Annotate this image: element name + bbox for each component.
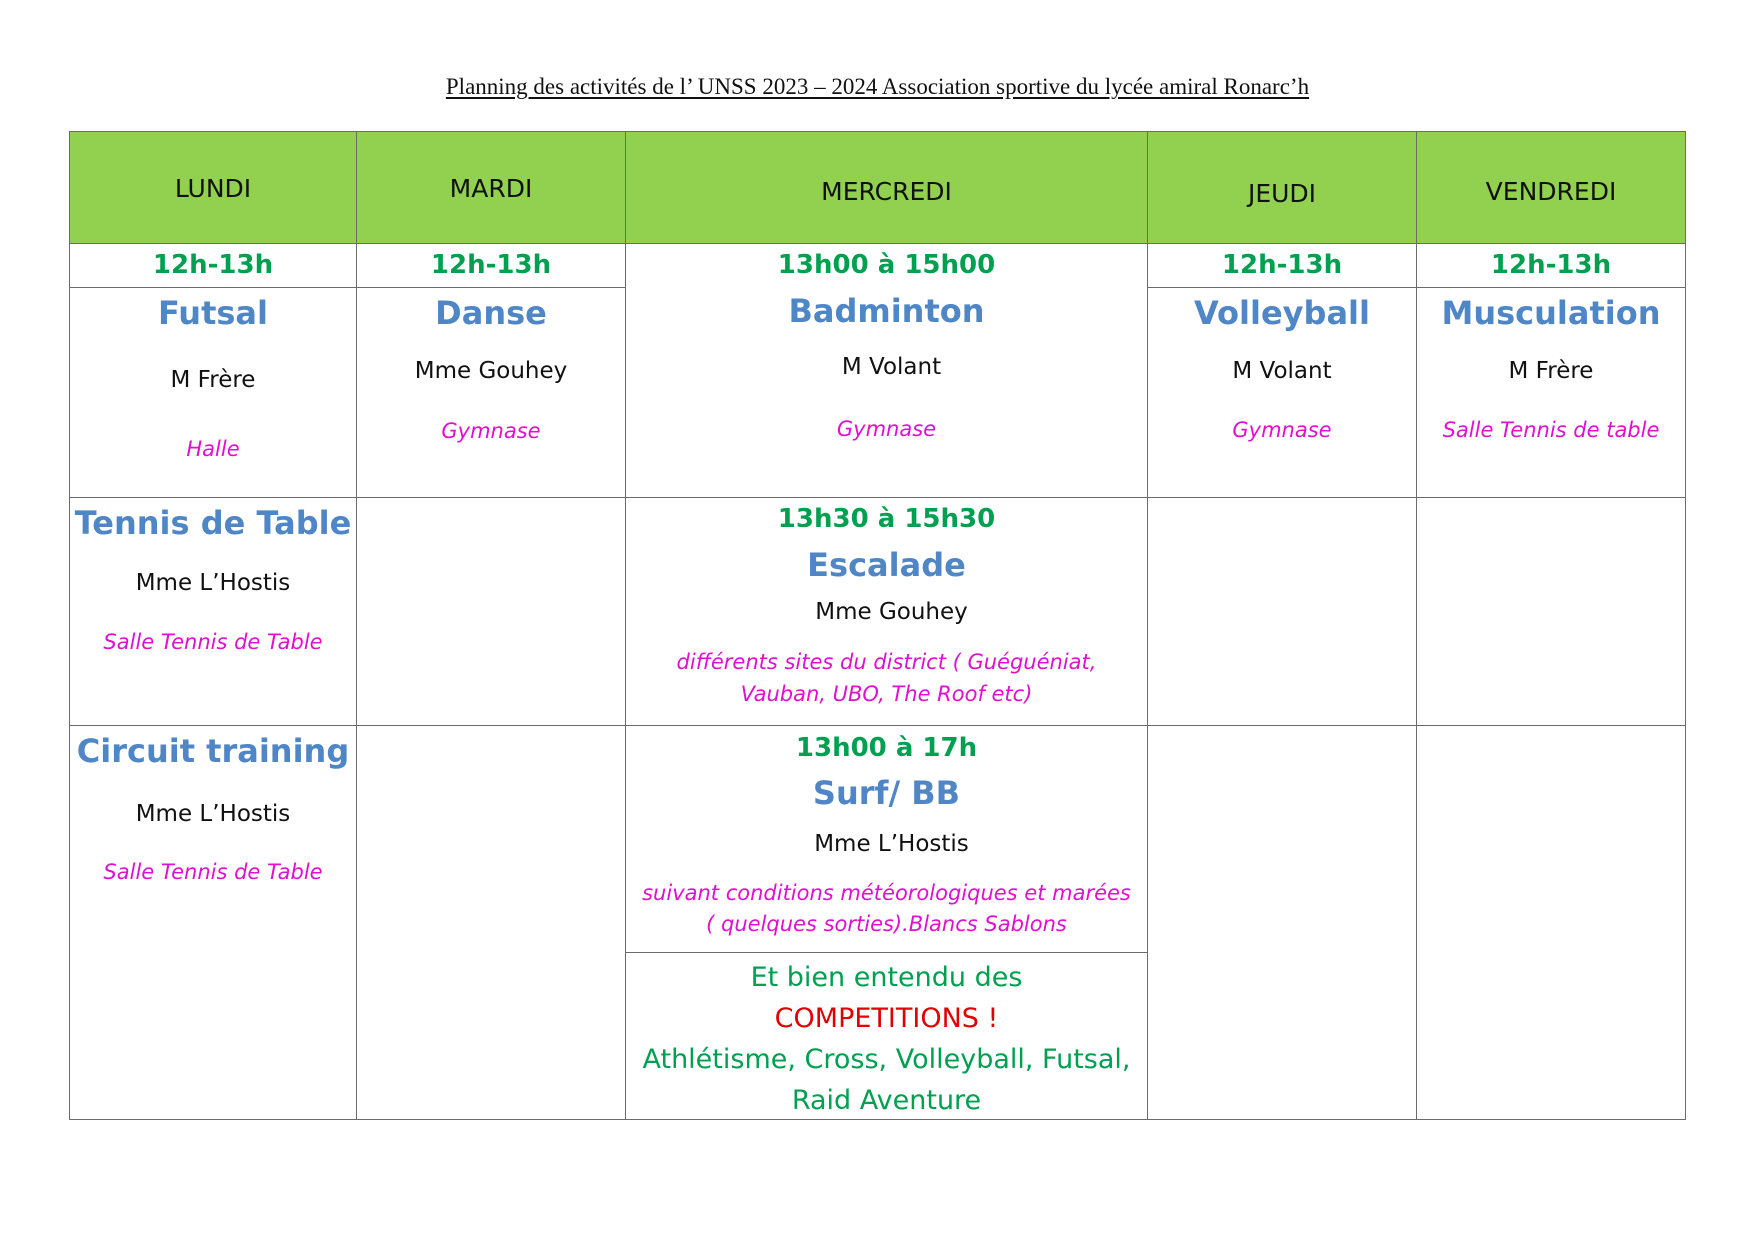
activity-cell-danse (356, 287, 626, 498)
activity-name: Escalade (807, 546, 966, 584)
venue-line-2: ( quelques sorties).Blancs Sablons (706, 912, 1067, 936)
header-lundi (69, 131, 357, 244)
time-cell-jeudi (1147, 243, 1417, 288)
competitions-cell (625, 952, 1148, 1120)
time-cell-lundi (69, 243, 357, 288)
day-label: MARDI (449, 174, 533, 203)
activity-name: Danse (435, 294, 547, 332)
coach-name: M Frère (170, 367, 256, 393)
time-cell-vendredi (1416, 243, 1686, 288)
coach-name: Mme L’Hostis (814, 831, 969, 857)
page-title: Planning des activités de l’ UNSS 2023 – 2024 Association sportive du lycée amiral Ronarc’h (445, 74, 1310, 99)
empty-cell (1147, 725, 1417, 1120)
coach-name: Mme L’Hostis (135, 801, 291, 827)
activity-cell-badminton (625, 243, 1148, 498)
competitions-intro: Et bien entendu des (750, 962, 1023, 993)
empty-cell (356, 725, 626, 1120)
time-slot: 12h-13h (1221, 250, 1343, 280)
time-slot: 13h30 à 15h30 (777, 504, 996, 534)
time-slot: 13h00 à 15h00 (777, 250, 996, 280)
time-slot: 13h00 à 17h (795, 733, 978, 763)
competitions-heading: COMPETITIONS ! (774, 1003, 999, 1034)
activity-name: Surf/ BB (812, 774, 961, 812)
time-cell-mardi (356, 243, 626, 288)
time-slot: 12h-13h (152, 250, 274, 280)
venue-line-1: suivant conditions météorologiques et marées (642, 881, 1131, 905)
activity-name: Musculation (1441, 294, 1661, 332)
coach-name: M Volant (1232, 358, 1332, 384)
venue: Salle Tennis de table (1442, 418, 1660, 442)
day-label: LUNDI (174, 174, 252, 203)
header-jeudi (1147, 131, 1417, 244)
activity-name: Badminton (788, 292, 985, 330)
empty-cell (1416, 497, 1686, 726)
coach-name: Mme L’Hostis (135, 570, 291, 596)
activity-cell-escalade (625, 497, 1148, 726)
day-label: JEUDI (1247, 179, 1317, 208)
coach-name: Mme Gouhey (414, 358, 568, 384)
activity-name: Tennis de Table (74, 504, 352, 542)
coach-name: M Frère (1508, 358, 1594, 384)
day-label: MERCREDI (821, 177, 952, 206)
time-slot: 12h-13h (430, 250, 552, 280)
competitions-list-end: Raid Aventure (791, 1085, 982, 1116)
activity-cell-musculation (1416, 287, 1686, 498)
activity-cell-tennis-de-table (69, 497, 357, 726)
coach-name: Mme Gouhey (815, 599, 968, 625)
activity-cell-futsal (69, 287, 357, 498)
day-label: VENDREDI (1485, 177, 1617, 206)
activity-cell-surf (625, 725, 1148, 953)
empty-cell (1147, 497, 1417, 726)
venue-line-2: Vauban, UBO, The Roof etc) (740, 682, 1033, 706)
activity-name: Circuit training (76, 732, 350, 770)
empty-cell (1416, 725, 1686, 1120)
header-mercredi (625, 131, 1148, 244)
venue: Salle Tennis de Table (103, 630, 323, 654)
header-mardi (356, 131, 626, 244)
venue: Halle (186, 437, 240, 461)
activity-cell-circuit-training (69, 725, 357, 1120)
competitions-list: Athlétisme, Cross, Volleyball, Futsal, (642, 1044, 1131, 1075)
venue: Salle Tennis de Table (103, 860, 323, 884)
activity-name: Volleyball (1194, 294, 1370, 332)
venue: Gymnase (1232, 418, 1332, 442)
activity-cell-volleyball (1147, 287, 1417, 498)
empty-cell (356, 497, 626, 726)
coach-name: M Volant (841, 354, 942, 380)
header-vendredi (1416, 131, 1686, 244)
activity-name: Futsal (158, 294, 268, 332)
venue-line-1: différents sites du district ( Guéguéniat, (676, 650, 1097, 674)
venue: Gymnase (836, 417, 937, 441)
venue: Gymnase (441, 419, 541, 443)
time-slot: 12h-13h (1490, 250, 1612, 280)
